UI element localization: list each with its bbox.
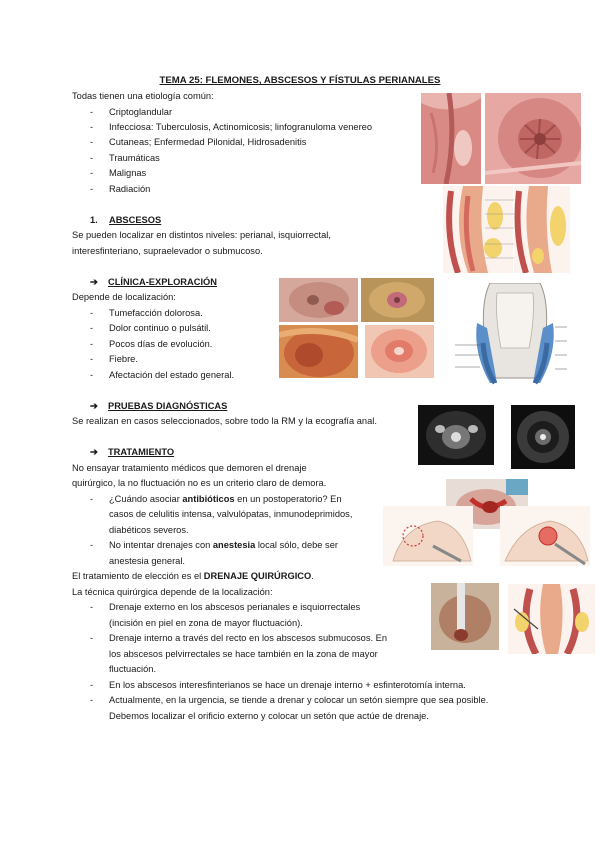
list-bullet: -	[90, 107, 94, 117]
list-item: No intentar drenajes con anestesia local sólo, debe ser	[109, 540, 338, 550]
list-item: Pocos días de evolución.	[109, 339, 213, 349]
subsection-text: Depende de localización:	[72, 292, 176, 302]
list-bullet: -	[90, 494, 94, 504]
list-bullet: -	[90, 122, 94, 132]
list-bullet: -	[90, 323, 94, 333]
drainage-photo	[431, 583, 499, 650]
list-item-continued: fluctuación.	[109, 664, 157, 674]
incision-drawing	[383, 506, 473, 566]
subsection-text: No ensayar tratamiento médicos que demoren el drenaje	[72, 463, 307, 473]
list-bullet: -	[90, 680, 94, 690]
list-item: En los abscesos interesfinterianos se hace un drenaje interno + esfinterotomía interna.	[109, 680, 466, 690]
clinical-photo	[365, 325, 434, 378]
list-bullet: -	[90, 153, 94, 163]
section-number: 1.	[90, 215, 98, 225]
arrow-icon: ➔	[90, 277, 98, 287]
list-item-continued: anestesia general.	[109, 556, 185, 566]
anal-canal-image	[485, 93, 581, 184]
page-title: TEMA 25: FLEMONES, ABSCESOS Y FÍSTULAS PERIANALES	[159, 75, 441, 86]
section-heading-abscesos: ABSCESOS	[109, 215, 162, 225]
clinical-photo	[279, 278, 358, 322]
list-bullet: -	[90, 370, 94, 380]
subsection-text: quirúrgico, la no fluctuación no es un criterio claro de demora.	[72, 478, 327, 488]
subsection-text: Se realizan en casos seleccionados, sobre todo la RM y la ecografía anal.	[72, 416, 377, 426]
list-bullet: -	[90, 184, 94, 194]
list-bullet: -	[90, 137, 94, 147]
list-bullet: -	[90, 354, 94, 364]
list-bullet: -	[90, 695, 94, 705]
subsection-text: La técnica quirúrgica depende de la localización:	[72, 587, 273, 597]
list-bullet: -	[90, 540, 94, 550]
arrow-icon: ➔	[90, 447, 98, 457]
list-bullet: -	[90, 308, 94, 318]
clinical-photo	[279, 325, 358, 378]
list-item-continued: los abscesos pelvirrectales se hace también en la zona de mayor	[109, 649, 378, 659]
section-text: interesfinteriano, supraelevador o submucoso.	[72, 246, 263, 256]
drainage-diagram	[508, 584, 595, 654]
list-item: Radiación	[109, 184, 151, 194]
list-item-continued: Debemos localizar el orificio externo y colocar un setón que actúe de drenaje.	[109, 711, 429, 721]
list-bullet: -	[90, 339, 94, 349]
anal-canal-diagram	[435, 283, 599, 387]
subsection-heading-tratamiento: TRATAMIENTO	[108, 447, 175, 457]
list-bullet: -	[90, 602, 94, 612]
anal-ultrasound-image	[511, 405, 575, 469]
list-item: Drenaje externo en los abscesos perianales e isquiorrectales	[109, 602, 361, 612]
anal-anatomy-image	[421, 93, 481, 184]
list-item: Tumefacción dolorosa.	[109, 308, 203, 318]
list-item-continued: diabéticos severos.	[109, 525, 189, 535]
list-item: Actualmente, en la urgencia, se tiende a drenar y colocar un setón siempre que sea posible.	[109, 695, 489, 705]
arrow-icon: ➔	[90, 401, 98, 411]
subsection-heading-pruebas: PRUEBAS DIAGNÓSTICAS	[108, 401, 228, 411]
list-item: Traumáticas	[109, 153, 160, 163]
list-item: Drenaje interno a través del recto en los abscesos submucosos. En	[109, 633, 388, 643]
list-item: ¿Cuándo asociar antibióticos en un postoperatorio? En	[109, 494, 342, 504]
list-item-continued: (incisión en piel en zona de mayor fluctuación).	[109, 618, 303, 628]
incision-drawing	[500, 506, 590, 566]
section-text: Se pueden localizar en distintos niveles: perianal, isquiorrectal,	[72, 230, 331, 240]
list-bullet: -	[90, 633, 94, 643]
intro-text: Todas tienen una etiología común:	[72, 91, 214, 101]
list-item: Infecciosa: Tuberculosis, Actinomicosis; linfogranuloma venereo	[109, 122, 373, 132]
list-item: Fiebre.	[109, 354, 138, 364]
list-item: Cutaneas; Enfermedad Pilonidal, Hidrosadenitis	[109, 137, 307, 147]
list-item: Criptoglandular	[109, 107, 173, 117]
subsection-text: El tratamiento de elección es el DRENAJE QUIRÚRGICO.	[72, 571, 314, 581]
list-bullet: -	[90, 168, 94, 178]
list-item: Dolor continuo o pulsátil.	[109, 323, 211, 333]
clinical-photo	[361, 278, 434, 322]
list-item: Malignas	[109, 168, 147, 178]
abscess-location-diagram	[514, 186, 570, 273]
list-item-continued: casos de celulitis intensa, valvulópatas, inmunodeprimidos,	[109, 509, 353, 519]
mri-image	[418, 405, 494, 465]
subsection-heading-clinica: CLÍNICA-EXPLORACIÓN	[108, 277, 217, 287]
list-item: Afectación del estado general.	[109, 370, 235, 380]
